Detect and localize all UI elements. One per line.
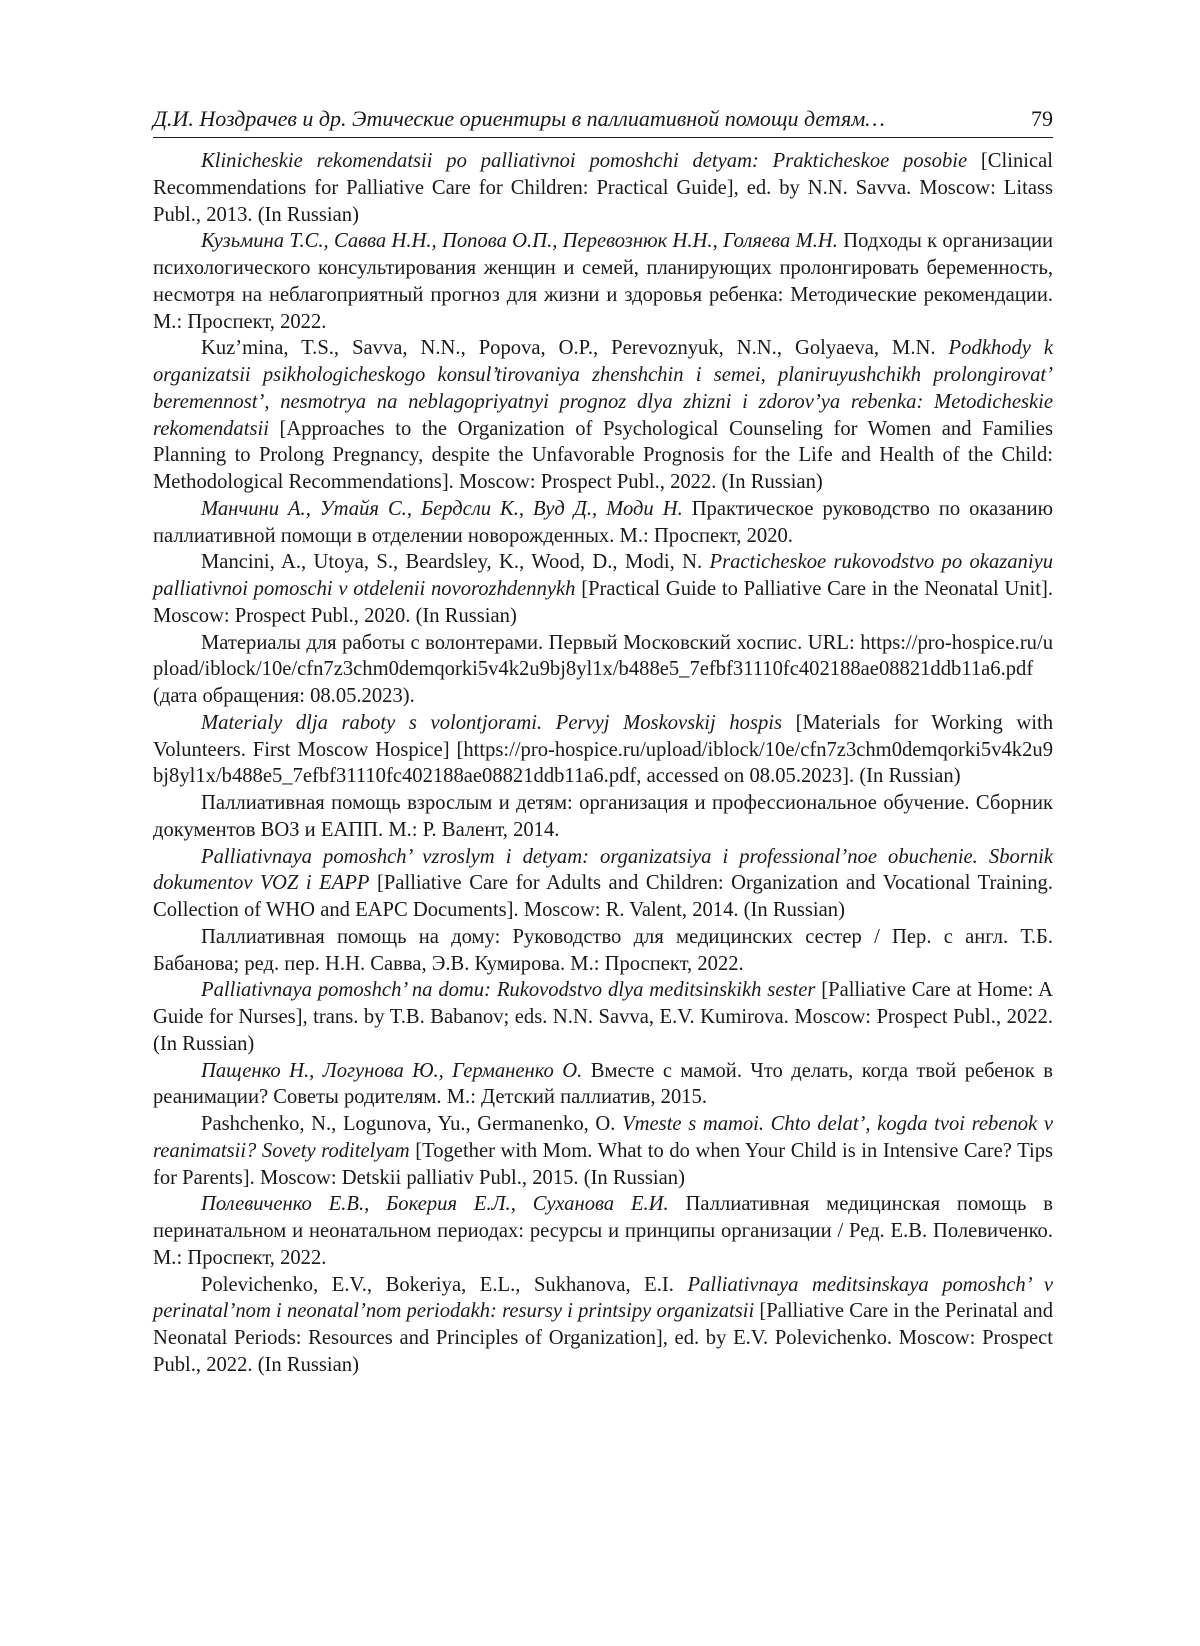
reference-entry xyxy=(153,1058,1053,1112)
reference-entry xyxy=(153,1111,1053,1191)
reference-text-tail: , accessed on 08.05.2023]. (In Russian) xyxy=(636,765,961,788)
reference-text: [Palliative Care in the Perinatal and Neonatal Periods: Resources and Principles of Organization], ed. by E.V. Polevichenko. Moscow: Prospect Publ., 2022. (In Russian) xyxy=(153,1300,1053,1376)
reference-authors: Кузьмина Т.С., Савва Н.Н., Попова О.П., Перевознюк Н.Н., Голяева М.Н. xyxy=(201,230,838,253)
reference-text: Паллиативная помощь взрослым и детям: организация и профессиональное обучение. Сборник документов ВОЗ и ЕАПП. М.: Р. Валент, 2014. xyxy=(153,792,1053,841)
reference-authors: Пащенко Н., Логунова Ю., Германенко О. xyxy=(201,1059,583,1082)
reference-title: Palliativnaya meditsinskaya pomoshch’ v perinatal’nom i neonatal’nom periodakh: resursy i printsipy organizatsii xyxy=(153,1273,1053,1323)
reference-entry xyxy=(153,496,1053,550)
reference-authors: Полевиченко Е.В., Бокерия Е.Л., Суханова Е.И. xyxy=(201,1193,669,1216)
reference-entry xyxy=(153,335,1053,496)
reference-entry xyxy=(153,630,1053,710)
reference-entry xyxy=(153,1191,1053,1271)
reference-text: [Practical Guide to Palliative Care in the Neonatal Unit]. Moscow: Prospect Publ., 2020. (In Russian) xyxy=(153,578,1054,627)
reference-url[interactable]: https://pro-hospice.ru/upload/iblock/10e/cfn7z3chm0demqorki5v4k2u9bj8yl1x/b488e5_7efbf31110fc402188ae08821ddb11a6.pdf xyxy=(153,631,1053,681)
reference-text: Вместе с мамой. Что делать, когда твой ребенок в реанимации? Советы родителям. М.: Детский паллиатив, 2015. xyxy=(153,1059,1053,1109)
reference-text: [Materials for Working with Volunteers. First Moscow Hospice] [ xyxy=(153,711,1053,761)
reference-authors: Mancini, A., Utoya, S., Beardsley, K., Wood, D., Modi, N. xyxy=(201,551,710,574)
running-head xyxy=(153,104,1053,138)
reference-entry xyxy=(153,148,1053,228)
reference-entry xyxy=(153,977,1053,1057)
reference-authors: Манчини А., Утайя С., Бердсли К., Вуд Д., Моди Н. xyxy=(201,497,683,520)
reference-entry xyxy=(153,924,1053,978)
reference-title: Palliativnaya pomoshch’ na domu: Rukovodstvo dlya meditsinskikh sester xyxy=(201,979,816,1002)
running-head-title: Д.И. Ноздрачев и др. Этические ориентиры в паллиативной помощи детям… xyxy=(153,106,885,131)
reference-authors: Pashchenko, N., Logunova, Yu., Germanenko, O. xyxy=(201,1113,623,1135)
reference-title: Материалы для работы с волонтерами. Первый Московский хоспис. URL: xyxy=(201,631,861,654)
reference-entry xyxy=(153,549,1053,629)
reference-text: Паллиативная помощь на дому: Руководство для медицинских сестер / Пер. с англ. Т.Б. Бабанова; ред. пер. Н.Н. Савва, Э.В. Кумирова. М.: Проспект, 2022. xyxy=(153,925,1053,975)
page-number: 79 xyxy=(1031,106,1053,131)
reference-text: [Together with Mom. What to do when Your Child is in Intensive Care? Tips for Parents]. Moscow: Detskii palliativ Publ., 2015. (In Russian) xyxy=(153,1139,1054,1189)
reference-authors: Polevichenko, E.V., Bokeriya, E.L., Sukhanova, E.I. xyxy=(201,1273,688,1296)
page xyxy=(153,104,1053,1379)
reference-title: Klinicheskie rekomendatsii po palliativnoi pomoshchi detyam: Prakticheskoe posobie xyxy=(201,150,968,172)
reference-title: Materialy dlja raboty s volontjorami. Pervyj Moskovskij hospis xyxy=(201,711,783,734)
reference-entry xyxy=(153,790,1053,844)
reference-title: Vmeste s mamoi. Chto delat’, kogda tvoi rebenok v reanimatsii? Sovety roditelyam xyxy=(153,1113,1053,1162)
reference-authors: Kuz’mina, T.S., Savva, N.N., Popova, O.P., Perevoznyuk, N.N., Golyaeva, M.N. xyxy=(201,337,949,360)
reference-text: [Approaches to the Organization of Psychological Counseling for Women and Families Planning to Prolong Pregnancy, despite the Unfavorable Prognosis for the Life and Health of the Child: Methodological Recommendations]. Moscow: Prospect Publ., 2022. (In Russian) xyxy=(153,417,1053,493)
reference-list xyxy=(153,148,1053,1379)
reference-text: [Palliative Care at Home: A Guide for Nurses], trans. by T.B. Babanov; eds. N.N. Savva, E.V. Kumirova. Moscow: Prospect Publ., 2022. (In Russian) xyxy=(153,979,1053,1055)
reference-entry xyxy=(153,710,1053,790)
reference-title: Practicheskoe rukovodstvo po okazaniyu palliativnoi pomoschi v otdelenii novorozhdennykh xyxy=(153,551,1054,600)
reference-title: Palliativnaya pomoshch’ vzroslym i detyam: organizatsiya i professional’noe obuchenie. Sbornik dokumentov VOZ i EAPP xyxy=(153,845,1053,895)
reference-entry xyxy=(153,1272,1053,1379)
reference-text: (дата обращения: 08.05.2023). xyxy=(153,685,415,707)
reference-text: [Palliative Care for Adults and Children: Organization and Vocational Training. Collection of WHO and EAPC Documents]. Moscow: R. Valent, 2014. (In Russian) xyxy=(153,872,1053,921)
reference-entry xyxy=(153,228,1053,335)
reference-text: Паллиативная медицинская помощь в перинатальном и неонатальном периодах: ресурсы и принципы организации / Ред. Е.В. Полевиченко. М.: Проспект, 2022. xyxy=(153,1193,1054,1269)
reference-url[interactable]: https://pro-hospice.ru/upload/iblock/10e/cfn7z3chm0demqorki5v4k2u9bj8yl1x/b488e5_7efbf31110fc402188ae08821ddb11a6.pdf xyxy=(153,738,1053,788)
reference-text: Подходы к организации психологического консультирования женщин и семей, планирующих пролонгировать беременность, несмотря на неблагоприятный прогноз для жизни и здоровья ребенка: Методические рекомендации. М.: Проспект, 2022. xyxy=(153,230,1053,333)
reference-title: Podkhody k organizatsii psikhologicheskogo konsul’tirovaniya zhenshchin i semei, planiruyushchikh prolongirovat’ beremennost’, nesmotrya na neblagopriyatnyi prognoz dlya zhizni i zdorov’ya rebenka: Metodicheskie rekomendatsii xyxy=(153,337,1053,440)
reference-text: Практическое руководство по оказанию паллиативной помощи в отделении новорожденных. М.: Проспект, 2020. xyxy=(153,497,1053,547)
reference-text: [Clinical Recommendations for Palliative Care for Children: Practical Guide], ed. by N.N. Savva. Moscow: Litass Publ., 2013. (In Russian) xyxy=(153,150,1053,226)
reference-entry xyxy=(153,844,1053,924)
